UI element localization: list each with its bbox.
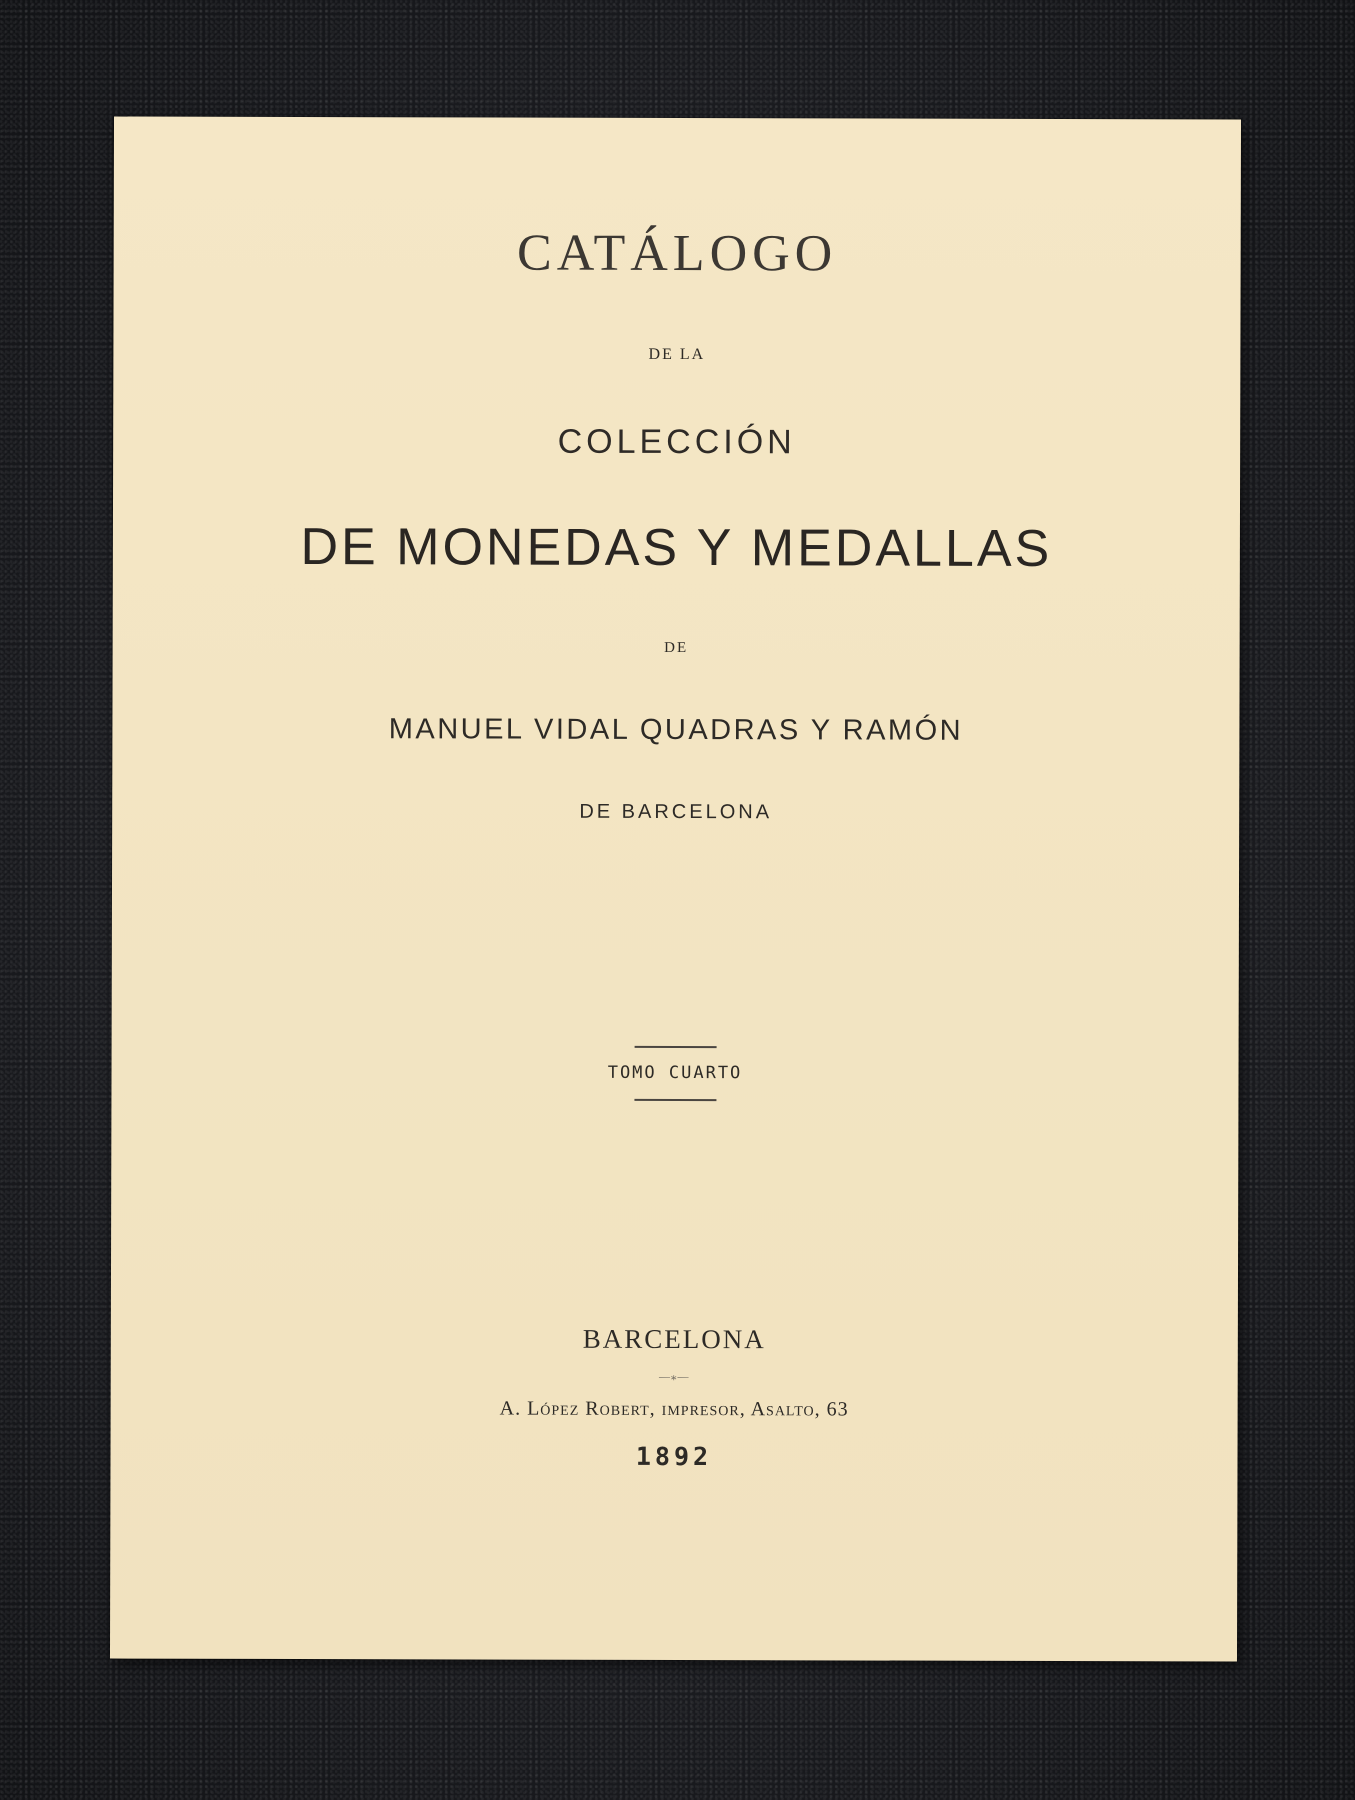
cover-place: BARCELONA <box>582 1323 766 1355</box>
cover-year: 1892 <box>635 1441 713 1472</box>
volume-rule-bottom <box>634 1099 716 1101</box>
cover-subject: DE MONEDAS Y MEDALLAS <box>300 518 1053 578</box>
cover-author-city: DE BARCELONA <box>579 800 773 824</box>
cover-collection: COLECCIÓN <box>557 422 796 462</box>
cover-title: CATÁLOGO <box>516 224 838 283</box>
cover-printer: A. López Robert, impresor, Asalto, 63 <box>499 1397 849 1421</box>
cover-volume: TOMO CUARTO <box>607 1062 743 1084</box>
volume-rule-top <box>634 1046 716 1048</box>
ornament-divider: —⁎— <box>658 1370 690 1384</box>
book-cover <box>110 117 1241 1662</box>
cover-of-the: DE LA <box>648 345 706 364</box>
cover-of: DE <box>664 639 689 657</box>
cover-author: MANUEL VIDAL QUADRAS Y RAMÓN <box>388 713 964 747</box>
